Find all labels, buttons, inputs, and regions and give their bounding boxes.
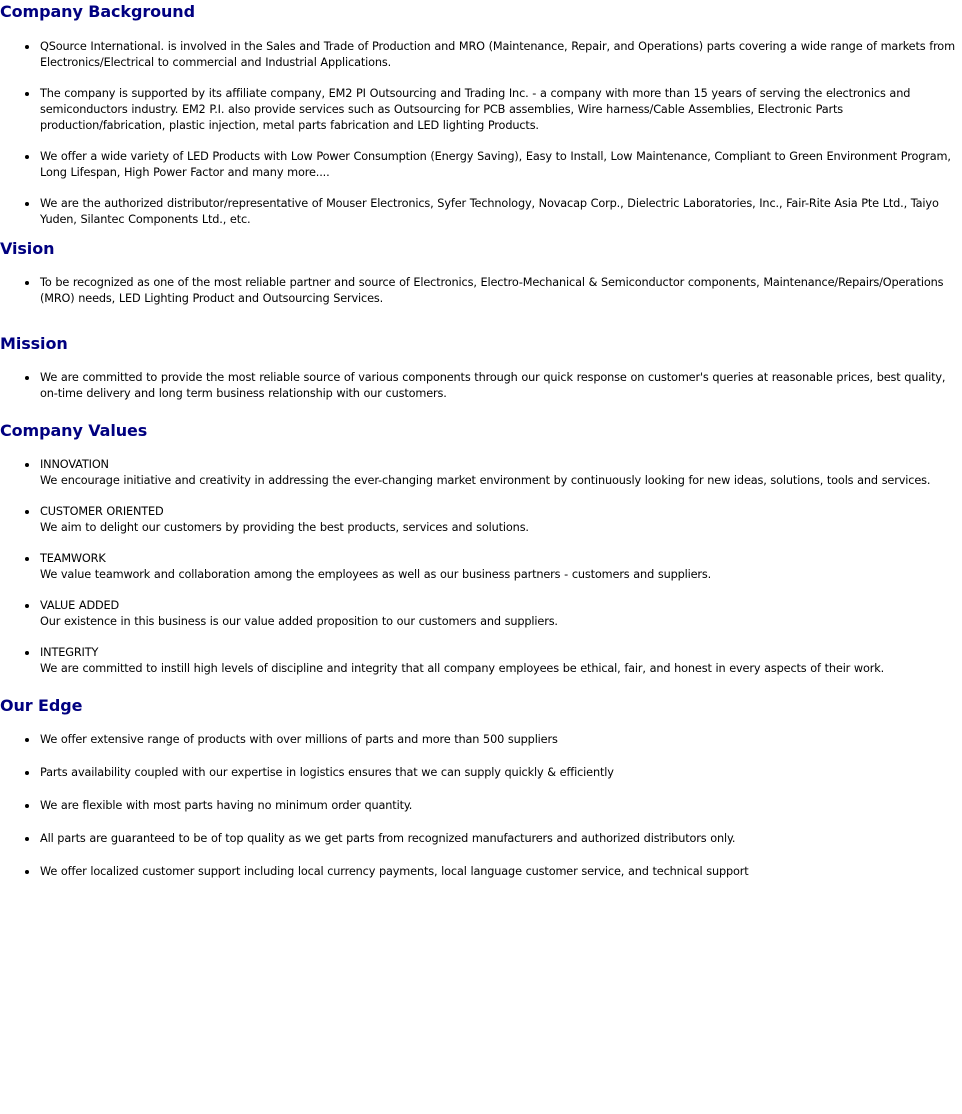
vision-heading: Vision [0, 239, 55, 258]
value-item [40, 598, 962, 630]
mission-list [0, 370, 962, 402]
value-description: We encourage initiative and creativity in addressing the ever-changing market environment by continuously looking for new ideas, solutions, tools and services. [40, 474, 931, 487]
list-item: QSource International. is involved in the Sales and Trade of Production and MRO (Maintenance, Repair, and Operations) parts covering a wide range of markets from Electronics/Electrical to commercial and Industrial Applications. [40, 39, 962, 71]
list-item: We are flexible with most parts having no minimum order quantity. [40, 798, 962, 814]
our-edge-section [0, 696, 962, 878]
company-background-list [0, 39, 962, 228]
mission-heading: Mission [0, 334, 68, 353]
value-item [40, 457, 962, 489]
list-item: To be recognized as one of the most reliable partner and source of Electronics, Electro-Mechanical & Semiconductor components, Maintenance/Repairs/Operations (MRO) needs, LED Lighting Product and Outsourcing Services. [40, 275, 962, 307]
value-description: We aim to delight our customers by providing the best products, services and solutions. [40, 521, 529, 534]
value-name: INNOVATION [40, 458, 109, 471]
our-edge-heading: Our Edge [0, 696, 83, 715]
company-values-heading: Company Values [0, 421, 148, 440]
list-item: We are the authorized distributor/representative of Mouser Electronics, Syfer Technology, Novacap Corp., Dielectric Laboratories, Inc., Fair-Rite Asia Pte Ltd., Taiyo Yuden, Silantec Components Ltd., etc. [40, 196, 962, 228]
value-name: CUSTOMER ORIENTED [40, 505, 164, 518]
company-background-heading: Company Background [0, 2, 195, 21]
value-description: We value teamwork and collaboration among the employees as well as our business partners - customers and suppliers. [40, 568, 712, 581]
value-name: TEAMWORK [40, 552, 106, 565]
value-item [40, 551, 962, 583]
list-item: We are committed to provide the most reliable source of various components through our quick response on customer's queries at reasonable prices, best quality, on-time delivery and long term business relationship with our customers. [40, 370, 962, 402]
list-item: We offer localized customer support including local currency payments, local language customer service, and technical support [40, 864, 962, 880]
value-description: We are committed to instill high levels of discipline and integrity that all company employees be ethical, fair, and honest in every aspects of their work. [40, 662, 885, 675]
company-background-section [0, 2, 962, 226]
value-description: Our existence in this business is our value added proposition to our customers and suppliers. [40, 615, 558, 628]
list-item: All parts are guaranteed to be of top quality as we get parts from recognized manufacturers and authorized distributors only. [40, 831, 962, 847]
value-name: VALUE ADDED [40, 599, 120, 612]
our-edge-list [0, 732, 962, 880]
list-item: Parts availability coupled with our expertise in logistics ensures that we can supply quickly & efficiently [40, 765, 962, 781]
vision-list [0, 275, 962, 307]
value-item [40, 504, 962, 536]
company-values-section [0, 421, 962, 675]
list-item: We offer a wide variety of LED Products with Low Power Consumption (Energy Saving), Easy to Install, Low Maintenance, Compliant to Green Environment Program, Long Lifespan, High Power Factor and many more.... [40, 149, 962, 181]
value-item [40, 645, 962, 677]
list-item: We offer extensive range of products with over millions of parts and more than 500 suppliers [40, 732, 962, 748]
mission-section [0, 334, 962, 400]
vision-section [0, 239, 962, 305]
value-name: INTEGRITY [40, 646, 99, 659]
company-values-list [0, 457, 962, 677]
list-item: The company is supported by its affiliate company, EM2 PI Outsourcing and Trading Inc. - a company with more than 15 years of serving the electronics and semiconductors industry. EM2 P.I. also provide services such as Outsourcing for PCB assemblies, Wire harness/Cable Assemblies, Electronic Parts production/fabrication, plastic injection, metal parts fabrication and LED lighting Products. [40, 86, 962, 134]
